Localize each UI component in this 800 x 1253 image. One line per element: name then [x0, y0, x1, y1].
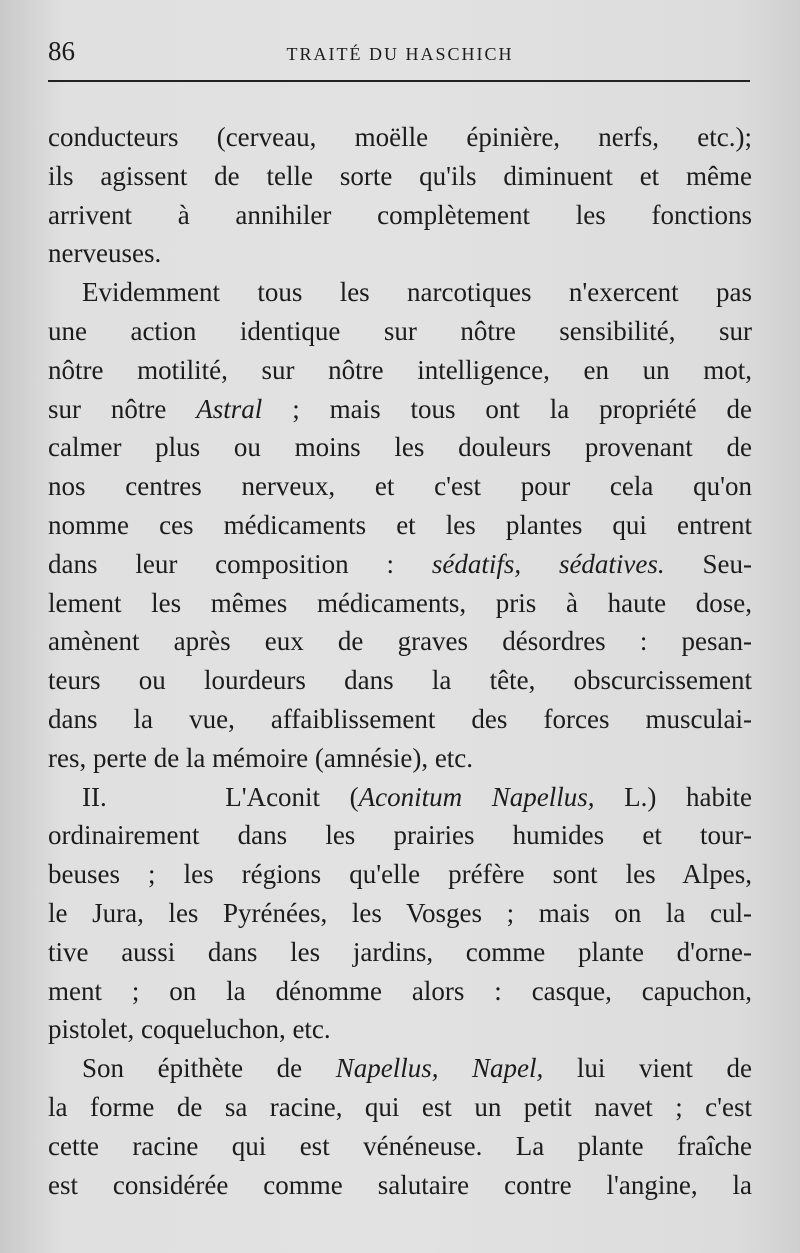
italic-text: sédatifs, sédatives.	[431, 548, 665, 579]
text-line: nos centres nerveux, et c'est pour cela qu'on	[48, 471, 752, 502]
running-title: TRAITÉ DU HASCHICH	[286, 44, 514, 64]
text-line: la forme de sa racine, qui est un petit navet ; c'est	[48, 1091, 752, 1122]
page-header	[48, 34, 752, 74]
text-line: cette racine qui est vénéneuse. La plante fraîche	[48, 1130, 752, 1161]
text-line: conducteurs (cerveau, moëlle épinière, nerfs, etc.);	[48, 122, 752, 152]
text-span: lui vient de	[543, 1053, 752, 1084]
text-line: Evidemment tous les narcotiques n'exercent pas	[82, 277, 752, 308]
text-line: pistolet, coqueluchon, etc.	[48, 1014, 331, 1045]
text-line: ordinairement dans les prairies humides et tour-	[48, 820, 752, 851]
italic-text: Aconitum Napellus,	[358, 781, 595, 812]
text-span: dans leur composition :	[48, 548, 432, 579]
text-span: ; mais tous ont la propriété de	[262, 393, 752, 424]
text-line: une action identique sur nôtre sensibilité, sur	[48, 315, 752, 346]
text-line: est considérée comme salutaire contre l'angine, la	[48, 1169, 752, 1200]
text-line	[48, 390, 752, 429]
text-span: L.) habite	[594, 781, 752, 812]
italic-text: Napellus, Napel,	[335, 1053, 544, 1084]
text-line: arrivent à annihiler complètement les fonctions	[48, 199, 752, 230]
italic-text: Astral	[196, 393, 263, 424]
text-line: nerveuses.	[48, 238, 162, 269]
text-line	[48, 545, 752, 584]
text-line: dans la vue, affaiblissement des forces musculai-	[48, 703, 752, 734]
text-span: Seu-	[664, 548, 753, 579]
text-line	[48, 1049, 752, 1088]
page-number: 86	[48, 36, 75, 66]
text-line: nôtre motilité, sur nôtre intelligence, en un mot,	[48, 354, 752, 385]
text-line: beuses ; les régions qu'elle préfère sont les Alpes,	[48, 859, 752, 890]
text-span: II. L'Aconit (	[82, 781, 359, 812]
text-line: nomme ces médicaments et les plantes qui entrent	[48, 509, 752, 540]
text-span: Son épithète de	[82, 1053, 336, 1084]
body-text	[48, 118, 752, 1204]
text-span: sur nôtre	[48, 393, 197, 424]
text-line: le Jura, les Pyrénées, les Vosges ; mais on la cul-	[48, 897, 752, 928]
text-line	[48, 778, 752, 817]
text-line: tive aussi dans les jardins, comme plante d'orne-	[48, 936, 752, 967]
text-line: lement les mêmes médicaments, pris à haute dose,	[48, 587, 752, 618]
header-rule	[48, 80, 750, 82]
text-line: ils agissent de telle sorte qu'ils diminuent et même	[48, 160, 752, 191]
text-line: res, perte de la mémoire (amnésie), etc.	[48, 742, 474, 773]
text-line: teurs ou lourdeurs dans la tête, obscurcissement	[48, 665, 752, 696]
text-line: ment ; on la dénomme alors : casque, capuchon,	[48, 975, 752, 1006]
text-line: amènent après eux de graves désordres : pesan-	[48, 626, 752, 657]
text-line: calmer plus ou moins les douleurs provenant de	[48, 432, 752, 463]
